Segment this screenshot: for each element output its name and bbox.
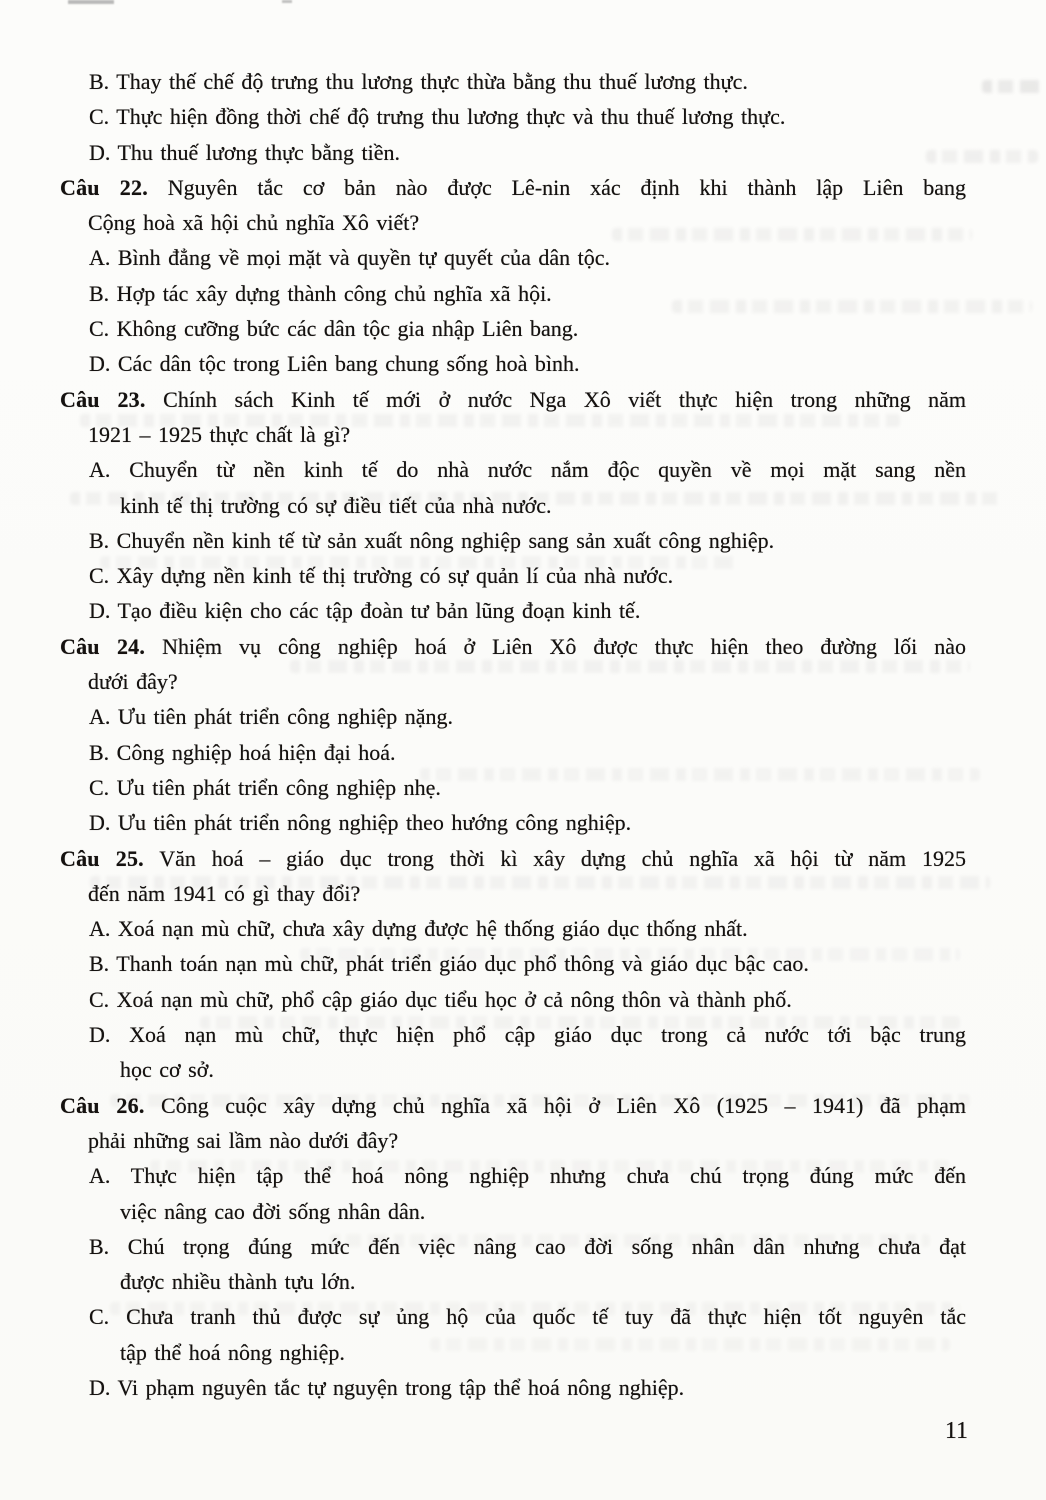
question-stem-line [60,382,966,417]
question-stem-text: Công cuộc xây dựng chủ nghĩa xã hội ở Liên Xô (1925 – 1941) đã phạm [161,1092,967,1118]
option-line: A. Ưu tiên phát triển công nghiệp nặng. [89,704,454,730]
option-line: A. Chuyển từ nền kinh tế do nhà nước nắm độc quyền về mọi mặt sang nền [89,457,966,483]
question-block [60,841,966,1088]
question-stem-text: Văn hoá – giáo dục trong thời kì xây dựng chủ nghĩa xã hội từ năm 1925 [159,845,966,871]
option-line: C. Xây dựng nền kinh tế thị trường có sự quản lí của nhà nước. [89,563,674,589]
question-stem-line: 1921 – 1925 thực chất là gì? [88,421,351,447]
question-number: Câu 24. [60,633,146,659]
question-block-continued [60,64,966,170]
option-line: B. Công nghiệp hoá hiện đại hoá. [89,739,396,765]
scan-artifact [68,0,114,4]
option-line: tập thể hoá nông nghiệp. [120,1339,345,1365]
question-block [60,382,966,629]
option-line: C. Ưu tiên phát triển công nghiệp nhẹ. [89,774,441,800]
question-block [60,629,966,841]
option-line: B. Thanh toán nạn mù chữ, phát triển giáo dục phổ thông và giáo dục bậc cao. [89,951,809,977]
question-stem-line: đến năm 1941 có gì thay đổi? [88,880,361,906]
question-stem-text: Chính sách Kinh tế mới ở nước Nga Xô viết thực hiện trong những năm [163,386,967,412]
option-line: B. Chuyển nền kinh tế từ sản xuất nông nghiệp sang sản xuất công nghiệp. [89,527,775,553]
question-stem-line [60,841,966,876]
option-line: D. Các dân tộc trong Liên bang chung sống hoà bình. [89,351,580,377]
question-stem-line [60,629,966,664]
option-line: A. Xoá nạn mù chữ, chưa xây dựng được hệ thống giáo dục thống nhất. [89,916,748,942]
bleed-through-artifact [982,80,1042,93]
option-line: việc nâng cao đời sống nhân dân. [120,1198,426,1224]
option-line: C. Không cưỡng bức các dân tộc gia nhập Liên bang. [89,316,579,342]
exam-text [60,64,966,1405]
option-line: D. Thu thuế lương thực bằng tiền. [89,139,401,165]
question-stem-line [60,170,966,205]
question-stem-line: Cộng hoà xã hội chủ nghĩa Xô viết? [88,210,420,236]
option-line: D. Tạo điều kiện cho các tập đoàn tư bản lũng đoạn kinh tế. [89,598,641,624]
option-line: D. Xoá nạn mù chữ, thực hiện phổ cập giáo dục trong cả nước tới bậc trung [89,1022,966,1048]
question-number: Câu 25. [60,845,144,871]
option-line: C. Chưa tranh thủ được sự ủng hộ của quốc tế tuy đã thực hiện tốt nguyên tắc [89,1304,966,1330]
option-line: B. Hợp tác xây dựng thành công chủ nghĩa xã hội. [89,280,552,306]
question-block [60,170,966,382]
option-line: B. Thay thế chế độ trưng thu lương thực thừa bằng thu thuế lương thực. [89,69,748,94]
question-stem-line: dưới đây? [88,669,178,695]
option-line: A. Bình đẳng về mọi mặt và quyền tự quyết của dân tộc. [89,245,611,271]
question-block [60,1088,966,1406]
scan-artifact [282,0,292,3]
question-number: Câu 26. [60,1092,145,1118]
question-number: Câu 23. [60,386,146,412]
option-line: kinh tế thị trường có sự điều tiết của nhà nước. [120,492,552,518]
question-stem-line: phải những sai lầm nào dưới đây? [88,1127,399,1153]
question-number: Câu 22. [60,174,148,200]
option-line: D. Vi phạm nguyên tắc tự nguyện trong tập thể hoá nông nghiệp. [89,1374,685,1400]
question-stem-text: Nhiệm vụ công nghiệp hoá ở Liên Xô được thực hiện theo đường lối nào [162,633,967,659]
page-number: 11 [944,1418,968,1444]
option-line: D. Ưu tiên phát triển nông nghiệp theo hướng công nghiệp. [89,810,632,836]
option-line: C. Xoá nạn mù chữ, phổ cập giáo dục tiểu học ở cả nông thôn và thành phố. [89,986,792,1012]
option-line: A. Thực hiện tập thể hoá nông nghiệp nhưng chưa chú trọng đúng mức đến [89,1163,966,1189]
question-stem-text: Nguyên tắc cơ bản nào được Lê-nin xác định khi thành lập Liên bang [167,174,966,200]
option-line: C. Thực hiện đồng thời chế độ trưng thu lương thực và thu thuế lương thực. [89,104,786,130]
option-line: được nhiều thành tựu lớn. [120,1269,356,1295]
question-stem-line [60,1088,966,1123]
option-line: B. Chú trọng đúng mức đến việc nâng cao đời sống nhân dân nhưng chưa đạt [89,1233,966,1259]
option-line: học cơ sở. [120,1057,214,1083]
